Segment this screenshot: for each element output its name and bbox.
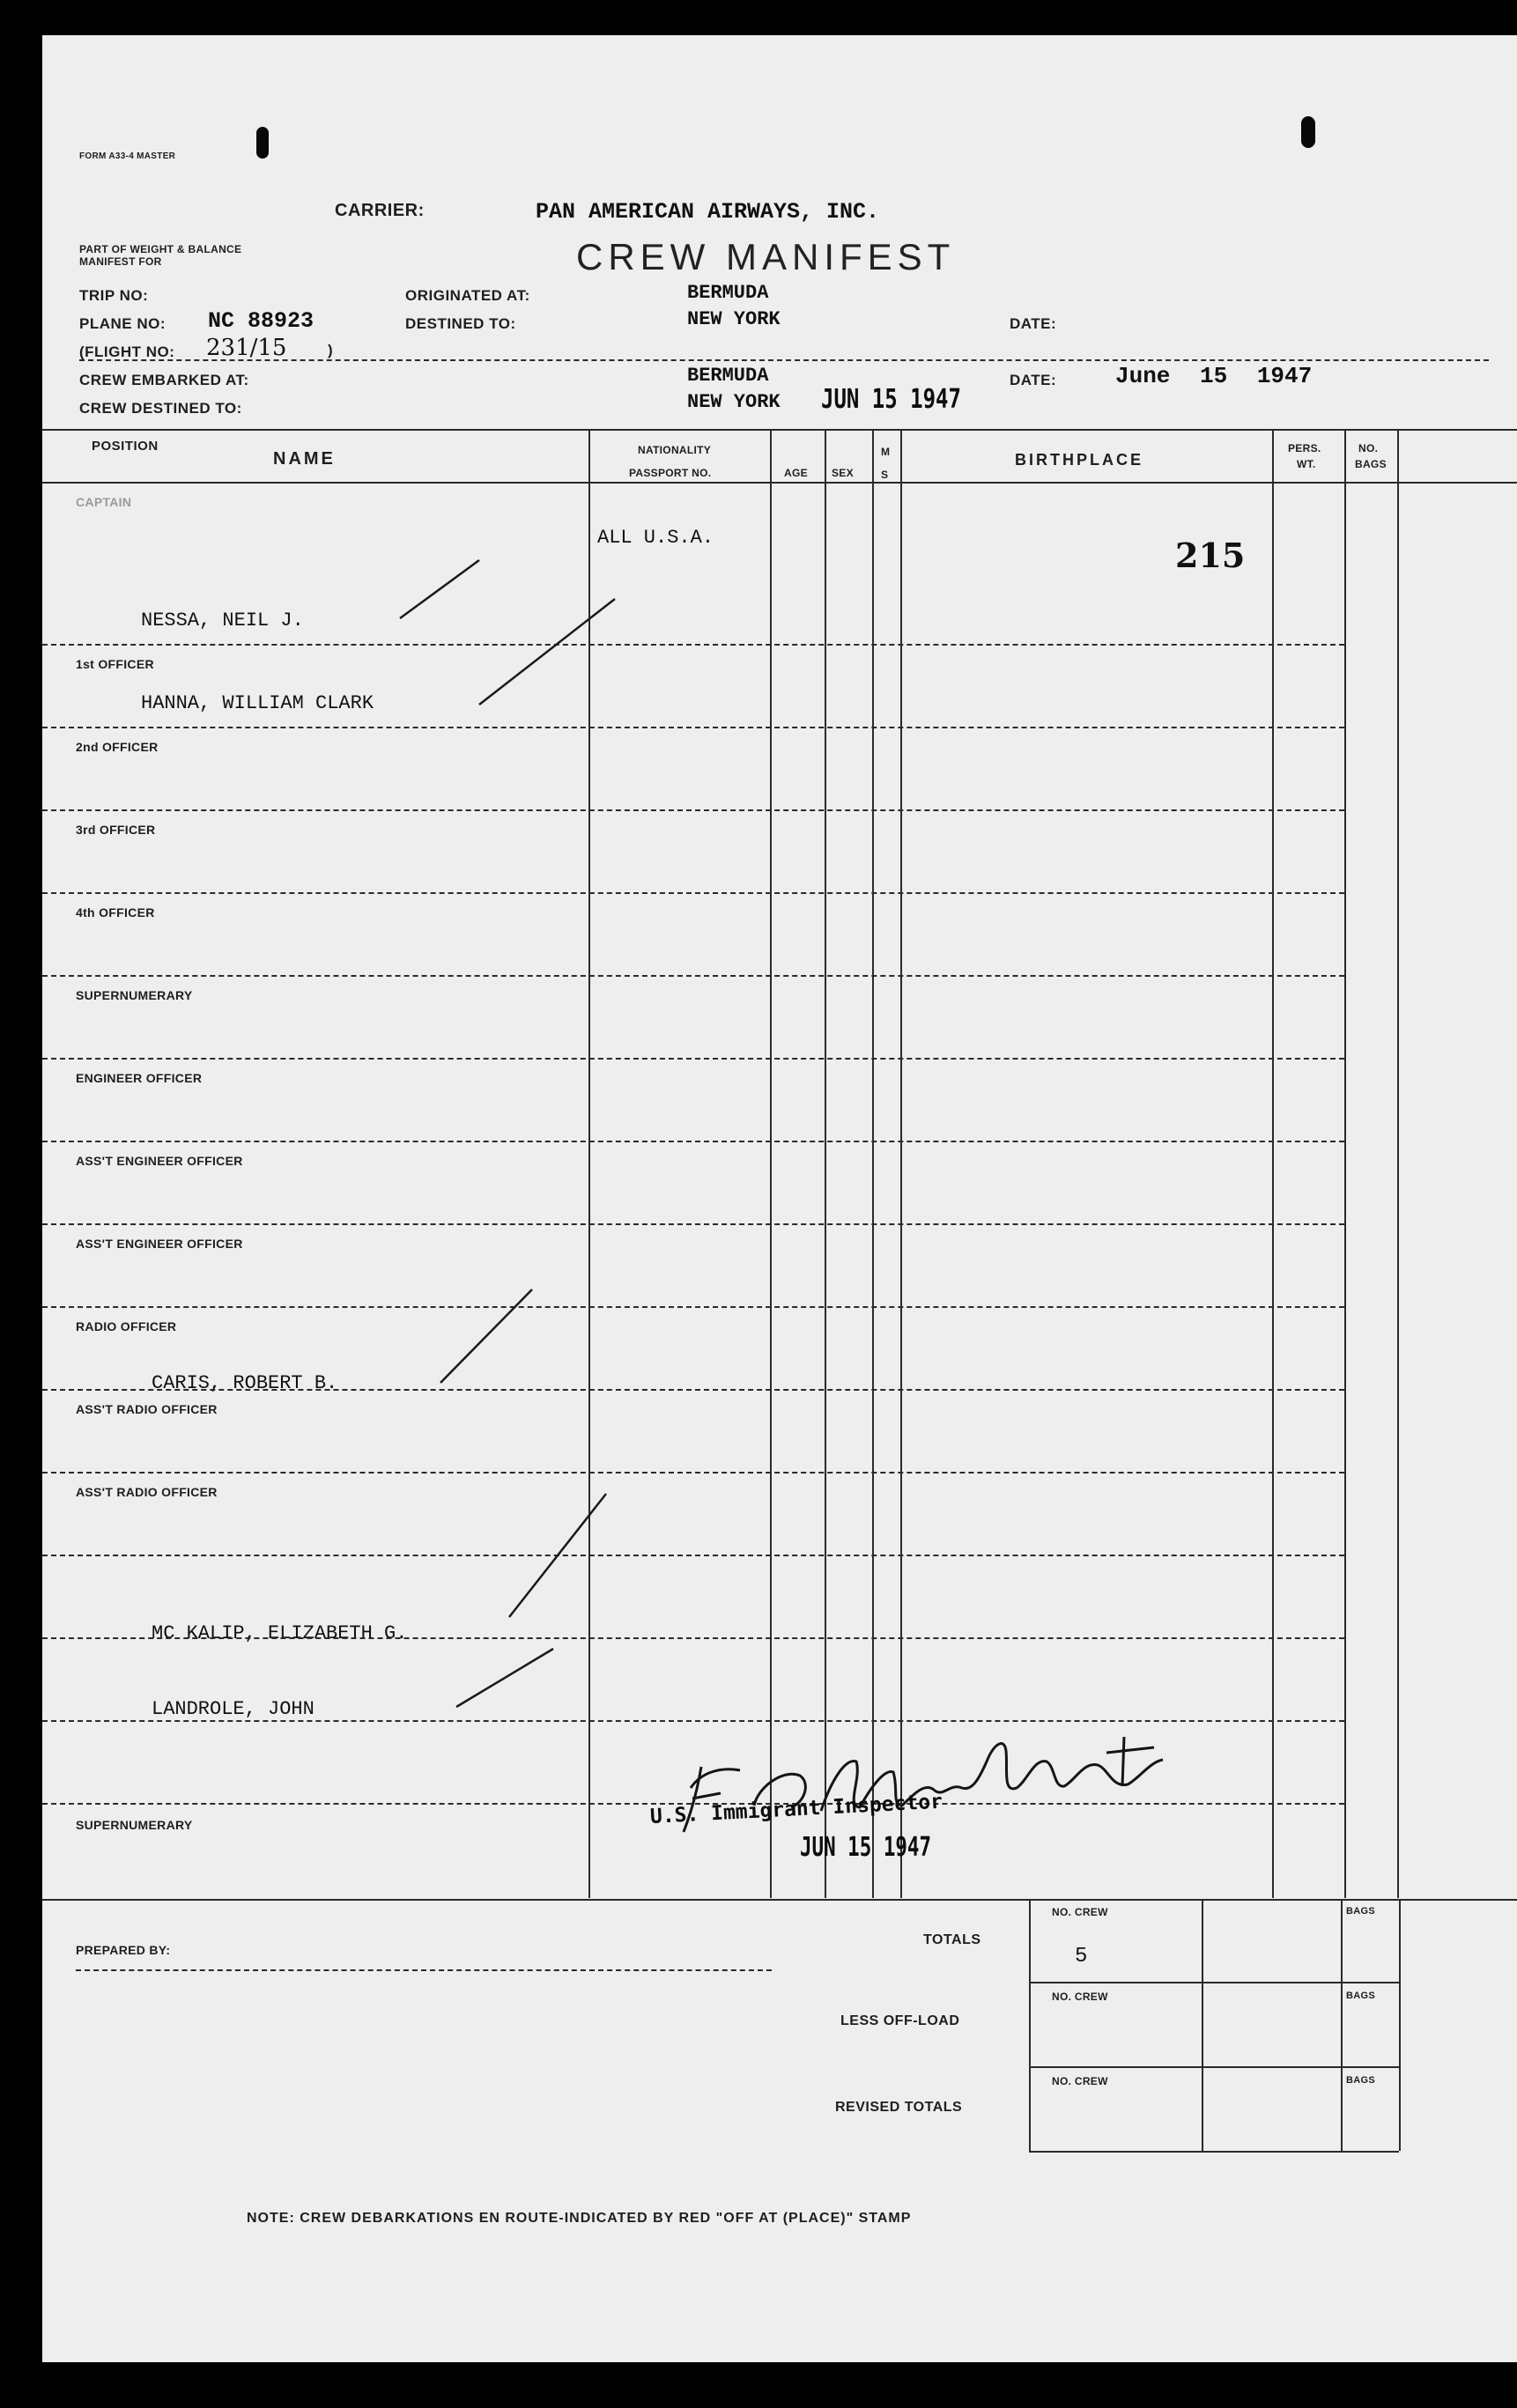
destined-value: NEW YORK <box>687 308 781 330</box>
flight-no-label: (FLIGHT NO: <box>79 343 175 360</box>
total-crew-value: 5 <box>1075 1945 1088 1969</box>
position-label: ASS'T ENGINEER OFFICER <box>76 1237 243 1251</box>
crew-destined-value: NEW YORK <box>687 391 781 413</box>
manifest-number: 215 <box>1175 536 1246 575</box>
originated-label: ORIGINATED AT: <box>405 287 530 304</box>
no-crew-label: NO. CREW <box>1052 2075 1108 2087</box>
position-label: ASS'T RADIO OFFICER <box>76 1485 218 1499</box>
date-label: DATE: <box>1010 315 1057 332</box>
inspector-title: U.S. Immigrant Inspector <box>649 1790 944 1828</box>
col-pers: PERS. <box>1288 442 1321 454</box>
position-label: 1st OFFICER <box>76 657 154 671</box>
col-position: POSITION <box>92 439 159 454</box>
col-birthplace: BIRTHPLACE <box>1015 451 1143 469</box>
totals-grid-row <box>1029 1982 1399 1983</box>
crew-embarked-value: BERMUDA <box>687 365 769 387</box>
prepared-by-label: PREPARED BY: <box>76 1943 171 1957</box>
flight-no-close: ) <box>328 342 334 358</box>
position-label: 2nd OFFICER <box>76 740 159 754</box>
flight-no-value: 231/15 <box>206 335 287 361</box>
crew-name: MC KALIP, ELIZABETH G. <box>152 1622 408 1644</box>
nationality-all: ALL U.S.A. <box>597 527 714 549</box>
col-bags: BAGS <box>1355 458 1387 470</box>
less-offload-label: LESS OFF-LOAD <box>840 2013 960 2028</box>
plane-no-label: PLANE NO: <box>79 315 166 332</box>
col-s: S <box>881 469 889 481</box>
date2-value: June 15 1947 <box>1115 363 1313 389</box>
col-no: NO. <box>1358 442 1379 454</box>
part-of-label: PART OF WEIGHT & BALANCE MANIFEST FOR <box>79 243 242 268</box>
bags-label: BAGS <box>1346 1906 1375 1917</box>
revised-totals-label: REVISED TOTALS <box>835 2100 963 2115</box>
position-label: ASS'T ENGINEER OFFICER <box>76 1154 243 1168</box>
no-crew-label: NO. CREW <box>1052 1906 1108 1918</box>
manifest-sheet <box>42 35 1517 2362</box>
position-label: ENGINEER OFFICER <box>76 1071 203 1085</box>
originated-value: BERMUDA <box>687 282 769 304</box>
inspector-stamp-date: JUN 15 1947 <box>800 1832 932 1863</box>
inspector-signature <box>42 35 1517 2362</box>
position-label: 3rd OFFICER <box>76 823 156 837</box>
col-wt: WT. <box>1297 458 1316 470</box>
crew-destined-label: CREW DESTINED TO: <box>79 400 242 417</box>
bags-label: BAGS <box>1346 1991 1375 2001</box>
carrier-name: PAN AMERICAN AIRWAYS, INC. <box>536 199 880 225</box>
plane-no-value: NC 88923 <box>208 308 314 334</box>
position-label: RADIO OFFICER <box>76 1319 177 1333</box>
col-nationality: NATIONALITY <box>638 444 712 456</box>
col-name: NAME <box>273 449 336 469</box>
totals-grid-right <box>1399 1899 1401 2151</box>
totals-grid-mid <box>1202 1899 1203 2151</box>
totals-grid-bottom <box>1029 2151 1399 2153</box>
prepared-by-line <box>76 1969 772 1971</box>
position-label: SUPERNUMERARY <box>76 988 193 1002</box>
crew-embarked-label: CREW EMBARKED AT: <box>79 372 249 388</box>
totals-label: TOTALS <box>923 1932 981 1947</box>
col-sex: SEX <box>832 467 854 479</box>
crew-name: LANDROLE, JOHN <box>152 1698 314 1720</box>
trip-no-label: TRIP NO: <box>79 287 149 304</box>
position-label: SUPERNUMERARY <box>76 1818 193 1832</box>
destined-label: DESTINED TO: <box>405 315 516 332</box>
date2-label: DATE: <box>1010 372 1057 388</box>
footer-note: NOTE: CREW DEBARKATIONS EN ROUTE-INDICATED BY RED "OFF AT (PLACE)" STAMP <box>247 2211 912 2226</box>
document-title: CREW MANIFEST <box>576 236 956 277</box>
carrier-label: CARRIER: <box>335 201 425 220</box>
date-stamp: JUN 15 1947 <box>821 384 961 415</box>
totals-grid-row <box>1029 2066 1399 2068</box>
col-age: AGE <box>784 467 808 479</box>
crew-name: NESSA, NEIL J. <box>141 609 304 632</box>
col-passport: PASSPORT NO. <box>629 467 712 479</box>
crew-name: CARIS, ROBERT B. <box>152 1372 338 1394</box>
crew-name: HANNA, WILLIAM CLARK <box>141 692 374 714</box>
no-crew-label: NO. CREW <box>1052 1991 1108 2003</box>
position-label: CAPTAIN <box>76 495 132 509</box>
position-label: 4th OFFICER <box>76 905 155 920</box>
totals-grid-bags <box>1341 1899 1343 2151</box>
position-label: ASS'T RADIO OFFICER <box>76 1402 218 1416</box>
bags-label: BAGS <box>1346 2075 1375 2086</box>
form-number: FORM A33-4 MASTER <box>79 151 176 161</box>
col-m: M <box>881 446 891 458</box>
totals-grid-left <box>1029 1899 1031 2151</box>
